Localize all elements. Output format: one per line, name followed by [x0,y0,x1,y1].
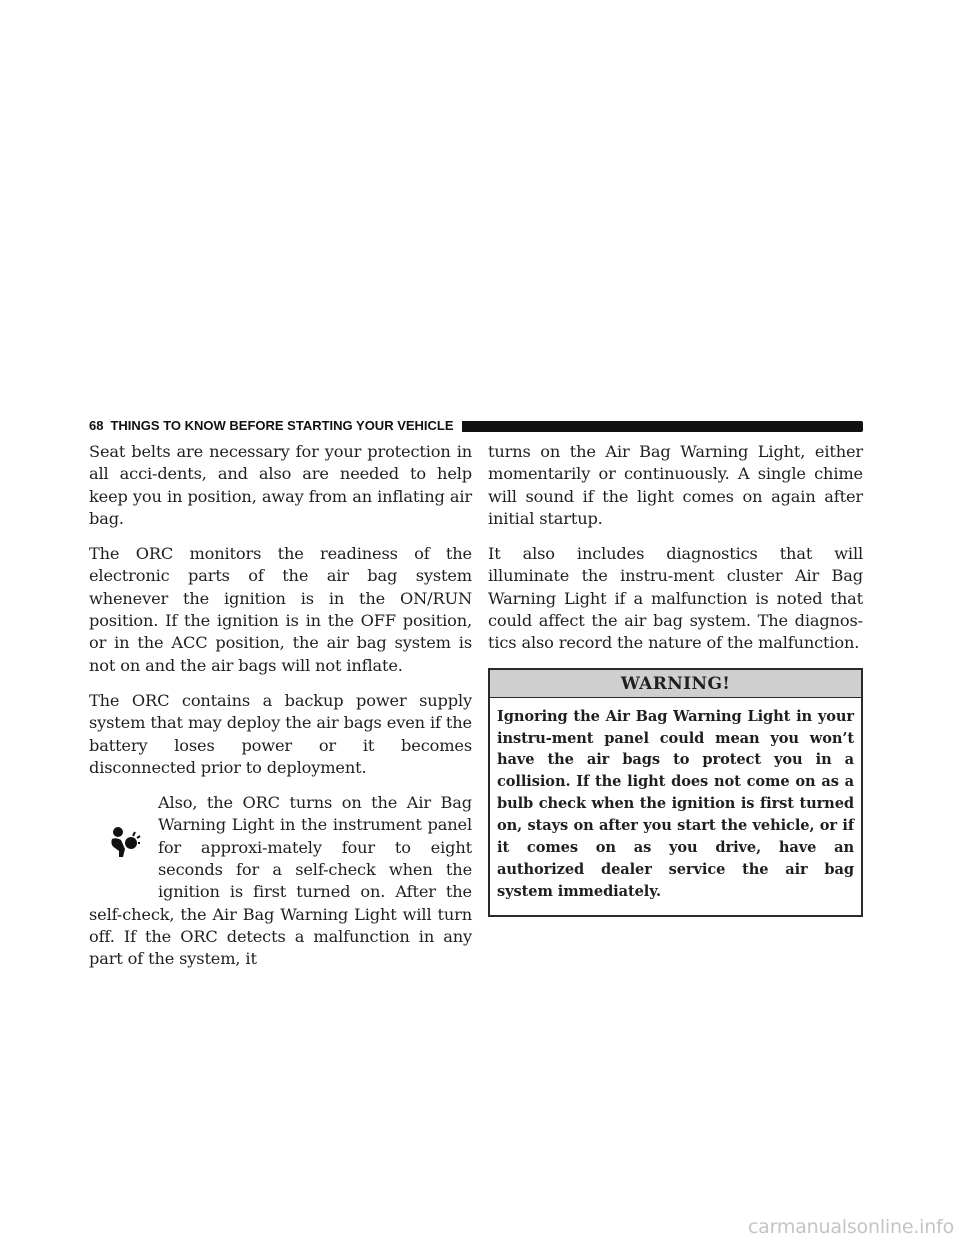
paragraph-warning-light: turns on the Air Bag Warning Light, either momentarily or continuously. A single chime will sound if the light comes on again after initial startup. [488,442,863,528]
right-column [488,441,863,917]
watermark: carmanualsonline.info [747,1216,954,1238]
section-title: THINGS TO KNOW BEFORE STARTING YOUR VEHICLE [110,418,454,433]
warning-title: WARNING! [490,670,861,698]
paragraph-seat-belts: Seat belts are necessary for your protection in all acci-dents, and also are needed to help keep you in position, away from an inflating air bag. [89,442,472,528]
airbag-light-paragraph [89,792,472,970]
page-number: 68 [89,418,104,433]
page-header [89,418,863,434]
header-rule [462,421,863,432]
warning-box [488,668,863,917]
paragraph-backup-power: The ORC contains a backup power supply system that may deploy the air bags even if the battery loses power or it becomes disconnected prior to deployment. [89,690,472,777]
warning-body: Ignoring the Air Bag Warning Light in your instru-ment panel could mean you won’t have the air bags to protect you in a collision. If the light does not come on as a bulb check when the ignition is first turned on, stays on after you start the vehicle, or if it comes on as you drive, have an authorized dealer service the air bag system immediately. [497,707,854,900]
airbag-warning-icon [89,792,158,886]
paragraph-orc-monitors: The ORC monitors the readiness of the electronic parts of the air bag system whenever the ignition is in the ON/RUN position. If the ignition is in the OFF position, or in the ACC position, the air bag system is not on and the air bags will not inflate. [89,544,472,675]
paragraph-self-check: Also, the ORC turns on the Air Bag Warning Light in the instrument panel for approxi-mately four to eight seconds for a self-check when the ignition is first turned on. After the self-check, the Air Bag Warning Light will turn off. If the ORC detects a malfunction in any part of the system, it [89,793,472,969]
paragraph-diagnostics: It also includes diagnostics that will illuminate the instru-ment cluster Air Bag Warning Light if a malfunction is noted that could affect the air bag system. The diagnos-tics also record the nature of the malfunction. [488,544,863,653]
left-column [89,441,472,984]
